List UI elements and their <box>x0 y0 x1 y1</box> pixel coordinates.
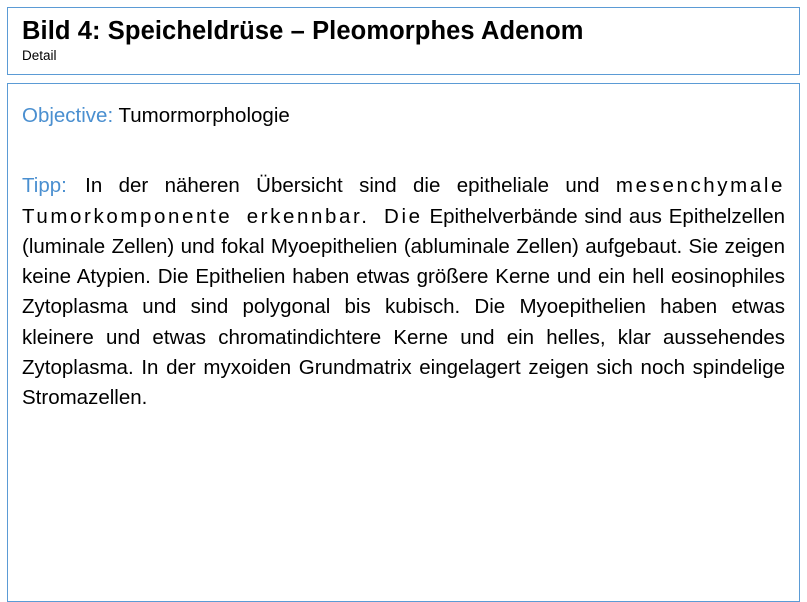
page-title: Bild 4: Speicheldrüse – Pleomorphes Adenom <box>22 17 584 45</box>
tipp-text-body: Epithelverbände sind aus Epithelzellen (luminale Zellen) und fokal Myoepithelien (abluminale Zellen) aufgebaut. Sie zeigen keine Atypien. Die Epithelien haben etwas größere Kerne und ein hell eosinophiles Zytoplasma und sind polygonal bis kubisch. Die Myoepithelien haben etwas kleinere und etwas chromatindichtere Kerne und ein helles, klar aussehendes Zytoplasma. In der myxoiden Grundmatrix eingelagert zeigen sich noch spindelige Stromazellen. <box>22 204 785 410</box>
objective-label: Objective: <box>22 103 114 127</box>
tipp-label: Tipp: <box>22 174 67 198</box>
tipp-text-first-line: In der näheren Übersicht sind die epitheliale und <box>85 174 600 198</box>
page-subtitle: Detail <box>22 48 57 64</box>
content-card <box>7 83 800 602</box>
objective-row <box>22 102 785 130</box>
tipp-text-spread-line: mesenchymale Tumorkomponente erkennbar. Die <box>22 174 785 228</box>
tipp-paragraph <box>22 171 785 414</box>
objective-text: Tumormorphologie <box>118 103 290 127</box>
header-card <box>7 7 800 75</box>
